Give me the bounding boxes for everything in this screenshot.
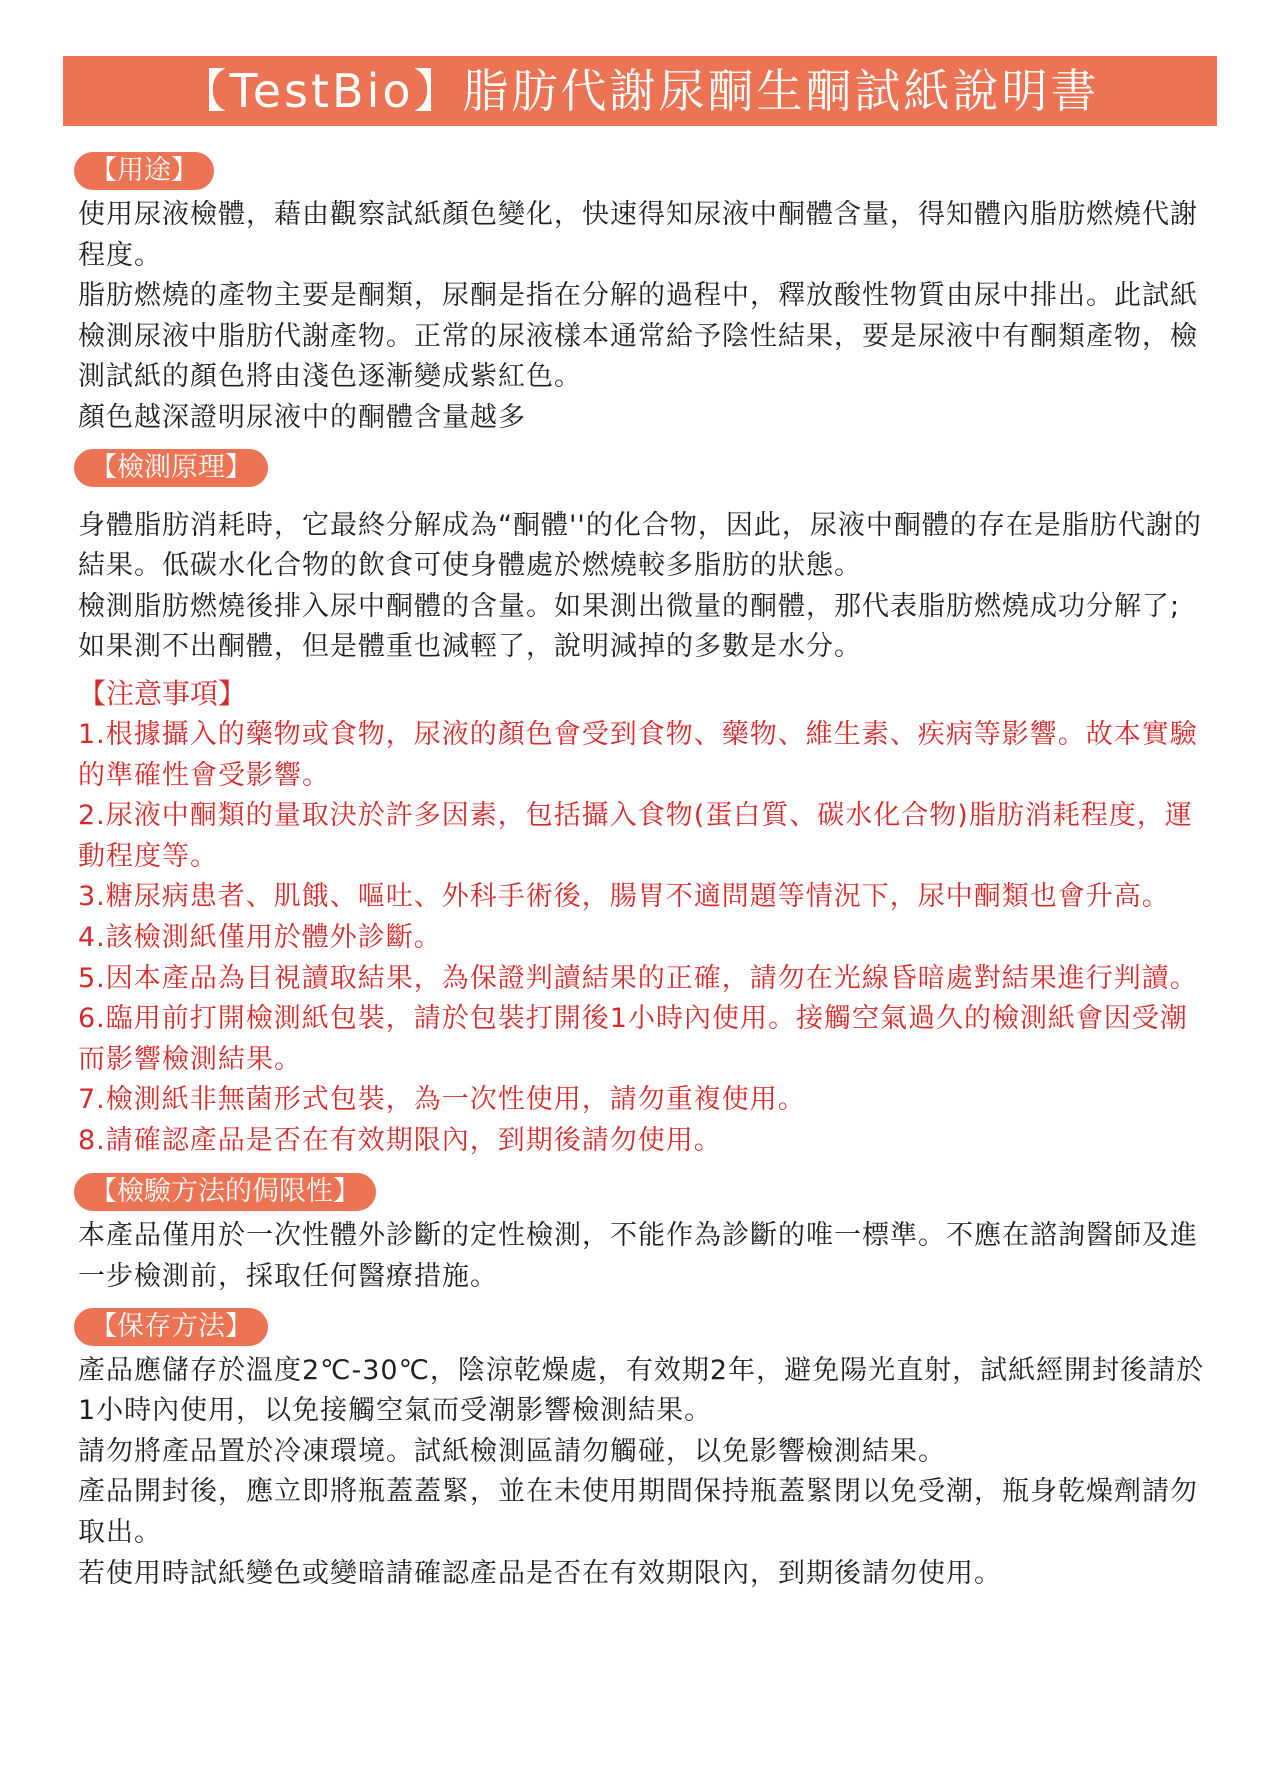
caution-item: 7.檢測紙非無菌形式包裝，為一次性使用，請勿重複使用。 bbox=[78, 1084, 806, 1116]
storage-paragraph: 若使用時試紙變色或變暗請確認產品是否在有效期限內，到期後請勿使用。 bbox=[78, 1557, 1002, 1589]
section-heading-storage: 【保存方法】 bbox=[74, 1308, 268, 1346]
storage-paragraph: 產品開封後，應立即將瓶蓋蓋緊，並在未使用期間保持瓶蓋緊閉以免受潮，瓶身乾燥劑請勿取出。 bbox=[78, 1476, 1198, 1549]
storage-paragraph: 請勿將產品置於冷凍環境。試紙檢測區請勿觸碰，以免影響檢測結果。 bbox=[78, 1435, 946, 1467]
caution-item: 2.尿液中酮類的量取決於許多因素，包括攝入食物(蛋白質、碳水化合物)脂肪消耗程度，運動程度等。 bbox=[78, 800, 1193, 872]
usage-paragraph: 脂肪燃燒的產物主要是酮類，尿酮是指在分解的過程中，釋放酸性物質由尿中排出。此試紙檢測尿液中脂肪代謝產物。正常的尿液樣本通常給予陰性結果，要是尿液中有酮類產物，檢測試紙的顏色將由淺色逐漸變成紫紅色。 bbox=[78, 280, 1198, 393]
caution-item: 1.根據攝入的藥物或食物，尿液的顏色會受到食物、藥物、維生素、疾病等影響。故本實驗的準確性會受影響。 bbox=[78, 718, 1198, 791]
document-body bbox=[78, 150, 1208, 1600]
section-heading-usage: 【用途】 bbox=[74, 152, 214, 190]
storage-paragraph: 產品應儲存於溫度2℃-30℃，陰涼乾燥處，有效期2年，避免陽光直射，試紙經開封後請於1小時內使用，以免接觸空氣而受潮影響檢測結果。 bbox=[78, 1354, 1205, 1427]
caution-item: 5.因本產品為目視讀取結果，為保證判讀結果的正確，請勿在光線昏暗處對結果進行判讀。 bbox=[78, 962, 1198, 994]
section-heading-principle: 【檢測原理】 bbox=[74, 449, 268, 487]
section-principle bbox=[78, 447, 1208, 668]
caution-item: 3.糖尿病患者、肌餓、嘔吐、外科手術後，腸胃不適問題等情況下，尿中酮類也會升高。 bbox=[78, 881, 1170, 913]
document-title-banner bbox=[63, 56, 1217, 126]
section-heading-cautions: 【注意事項】 bbox=[78, 676, 247, 710]
document-title: 【TestBio】脂肪代謝尿酮生酮試紙說明書 bbox=[180, 64, 1100, 118]
caution-item: 8.請確認產品是否在有效期限內，到期後請勿使用。 bbox=[78, 1124, 722, 1156]
usage-paragraph: 顏色越深證明尿液中的酮體含量越多 bbox=[78, 401, 526, 433]
section-heading-limitations: 【檢驗方法的侷限性】 bbox=[74, 1173, 376, 1211]
caution-item: 4.該檢測紙僅用於體外診斷。 bbox=[78, 921, 442, 953]
usage-paragraph: 使用尿液檢體，藉由觀察試紙顏色變化，快速得知尿液中酮體含量，得知體內脂肪燃燒代謝程度。 bbox=[78, 199, 1198, 271]
section-usage bbox=[78, 150, 1208, 439]
principle-paragraph: 檢測脂肪燃燒後排入尿中酮體的含量。如果測出微量的酮體，那代表脂肪燃燒成功分解了;如果測不出酮體，但是體重也減輕了，說明減掉的多數是水分。 bbox=[78, 590, 1181, 663]
section-limitations bbox=[78, 1171, 1208, 1297]
limitations-paragraph: 本產品僅用於一次性體外診斷的定性檢測，不能作為診斷的唯一標準。不應在諮詢醫師及進一步檢測前，採取任何醫療措施。 bbox=[78, 1220, 1198, 1293]
section-cautions bbox=[78, 676, 1208, 1162]
section-storage bbox=[78, 1306, 1208, 1595]
principle-paragraph: 身體脂肪消耗時，它最終分解成為“酮體''的化合物，因此，尿液中酮體的存在是脂肪代謝的結果。低碳水化合物的飲食可使身體處於燃燒較多脂肪的狀態。 bbox=[78, 509, 1202, 582]
caution-item: 6.臨用前打開檢測紙包裝，請於包裝打開後1小時內使用。接觸空氣過久的檢測紙會因受潮而影響檢測結果。 bbox=[78, 1003, 1188, 1075]
